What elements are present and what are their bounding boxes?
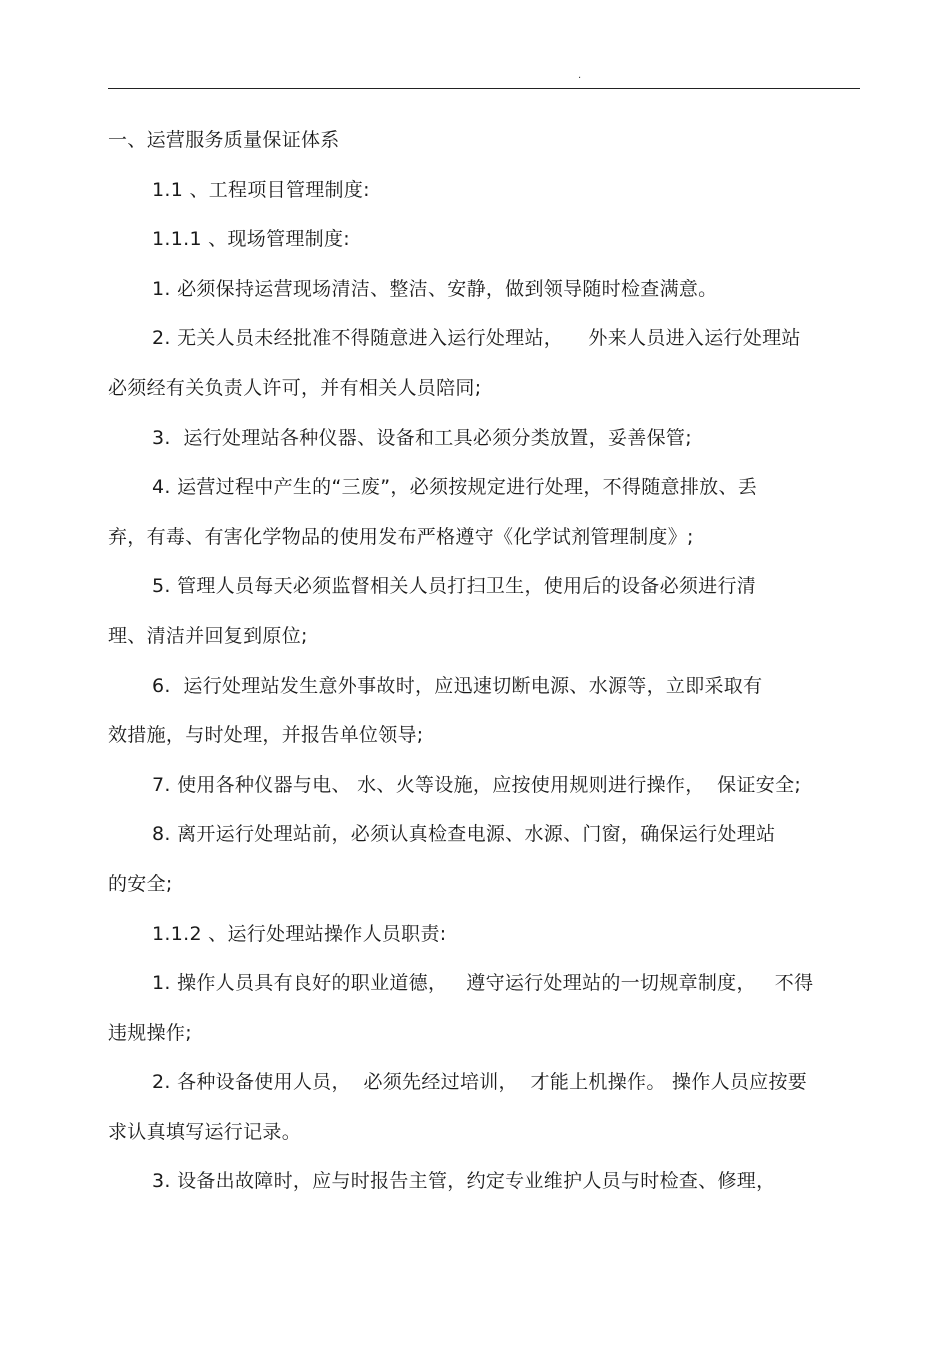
- paragraph-line: 1. 操作人员具有良好的职业道德， 遵守运行处理站的一切规章制度， 不得: [152, 972, 814, 995]
- paragraph-line: 7. 使用各种仪器与电、 水、火等设施，应按使用规则进行操作， 保证安全;: [152, 773, 802, 796]
- paragraph-line: 违规操作;: [108, 1021, 192, 1044]
- subsection-heading: 1.1 、工程项目管理制度:: [152, 178, 370, 201]
- paragraph-line: 8. 离开运行处理站前，必须认真检查电源、水源、门窗，确保运行处理站: [152, 823, 776, 846]
- document-body: [108, 116, 868, 1207]
- paragraph-line: 5. 管理人员每天必须监督相关人员打扫卫生，使用后的设备必须进行清: [152, 575, 757, 598]
- paragraph-line: 1. 必须保持运营现场清洁、整洁、安静，做到领导随时检查满意。: [152, 277, 718, 300]
- header-mark: .: [578, 70, 582, 81]
- paragraph-line: 求认真填写运行记录。: [108, 1120, 302, 1143]
- section-heading: 一、运营服务质量保证体系: [108, 129, 340, 151]
- paragraph-line: 3. 运行处理站各种仪器、设备和工具必须分类放置，妥善保管;: [152, 426, 692, 449]
- paragraph-line: 理、清洁并回复到原位;: [108, 624, 308, 647]
- paragraph-line: 2. 各种设备使用人员， 必须先经过培训， 才能上机操作。 操作人员应按要: [152, 1071, 808, 1094]
- paragraph-line: 弃，有毒、有害化学物品的使用发布严格遵守《化学试剂管理制度》;: [108, 525, 694, 548]
- paragraph-line: 2. 无关人员未经批准不得随意进入运行处理站， 外来人员进入运行处理站: [152, 327, 801, 350]
- paragraph-line: 3. 设备出故障时，应与时报告主管，约定专业维护人员与时检查、修理，: [152, 1170, 776, 1193]
- paragraph-line: 的安全;: [108, 872, 173, 895]
- paragraph-line: 6. 运行处理站发生意外事故时，应迅速切断电源、水源等，立即采取有: [152, 674, 763, 697]
- header-rule: [108, 88, 860, 89]
- subsection-heading: 1.1.1 、现场管理制度:: [152, 228, 350, 251]
- subsection-heading: 1.1.2 、运行处理站操作人员职责:: [152, 922, 447, 945]
- paragraph-line: 4. 运营过程中产生的“三废”，必须按规定进行处理，不得随意排放、丢: [152, 476, 758, 499]
- paragraph-line: 必须经有关负责人许可，并有相关人员陪同;: [108, 376, 482, 399]
- paragraph-line: 效措施，与时处理，并报告单位领导;: [108, 724, 424, 747]
